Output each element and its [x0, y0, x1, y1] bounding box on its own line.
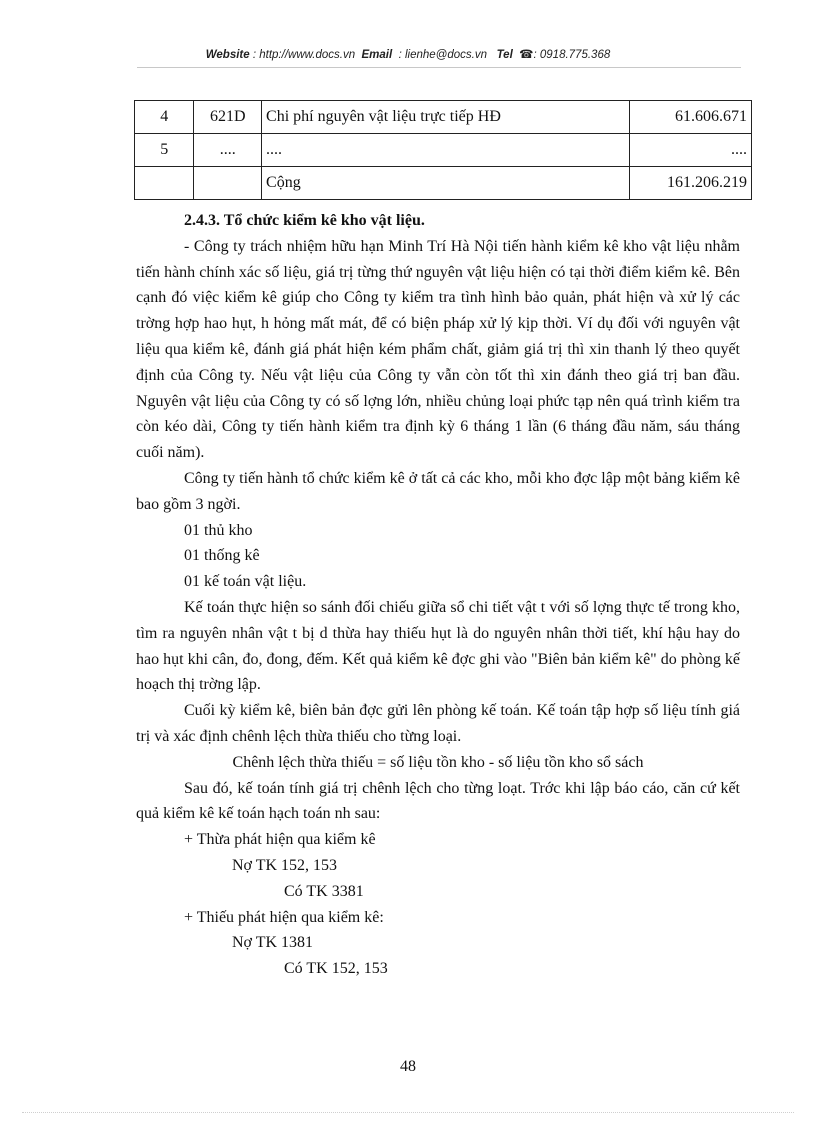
- tel-label: Tel: [496, 49, 513, 61]
- row-description: Chi phí nguyên vật liệu trực tiếp HĐ: [262, 101, 630, 134]
- website-value: : http://www.docs.vn: [252, 49, 356, 61]
- tel-value: ☎: 0918.775.368: [519, 49, 611, 61]
- page-number: 48: [400, 1058, 416, 1075]
- row-stt: 4: [135, 101, 194, 134]
- page-header: [0, 47, 816, 61]
- case-surplus: + Thừa phát hiện qua kiểm kê: [184, 831, 376, 849]
- list-item: 01 kế toán vật liệu.: [184, 573, 307, 591]
- row-stt: [135, 167, 194, 200]
- shortage-debit-entry: Nợ TK 1381: [232, 934, 314, 952]
- row-amount: ....: [629, 134, 751, 167]
- case-shortage: + Thiếu phát hiện qua kiểm kê:: [184, 908, 384, 926]
- shortage-credit-entry: Có TK 152, 153: [284, 960, 388, 978]
- surplus-debit-entry: Nợ TK 152, 153: [232, 856, 338, 874]
- ledger-table: [134, 100, 752, 200]
- row-account: [194, 167, 262, 200]
- email-label: Email: [361, 49, 393, 61]
- paragraph-accounting: Sau đó, kế toán tính giá trị chênh lệch cho từng loạt. Trớc khi lập báo cáo, căn cứ kết quả kiểm kê kế toán hạch toán nh sau:: [136, 779, 740, 823]
- surplus-credit-entry: Có TK 3381: [284, 882, 364, 900]
- row-amount: 61.606.671: [629, 101, 751, 134]
- table-total-row: [135, 167, 752, 200]
- row-description: ....: [262, 134, 630, 167]
- document-body: [136, 208, 740, 982]
- list-item: 01 thống kê: [184, 547, 260, 565]
- website-label: Website: [205, 49, 250, 61]
- formula-line: Chênh lệch thừa thiếu = số liệu tồn kho - số liệu tồn kho sổ sách: [232, 753, 644, 771]
- paragraph-intro: - Công ty trách nhiệm hữu hạn Minh Trí Hà Nội tiến hành kiểm kê kho vật liệu nhằm tiến hành chính xác số liệu, giá trị từng thứ nguyên vật liệu hiện có tại thời điểm kiểm kê. Bên cạnh đó việc kiểm kê giúp cho Công ty kiểm tra tình hình bảo quản, phát hiện và xử lý các trờng hợp hao hụt, h hỏng mất mát, để có biện pháp xử lý kịp thời. Ví dụ đối với nguyên vật liệu qua kiểm kê, đánh giá phát hiện kém phẩm chất, giảm giá trị thì xin thanh lý theo quyết định của Công ty. Nếu vật liệu của Công ty vẫn còn tốt thì xin đánh theo giá trị ban đầu. Nguyên vật liệu của Công ty có số lợng lớn, nhiều chủng loại phức tạp nên quá trình kiểm tra còn kéo dài, Công ty tiến hành kiểm tra định kỳ 6 tháng 1 lần (6 tháng đầu năm, sáu tháng cuối năm).: [136, 237, 740, 462]
- footer-divider: [22, 1112, 794, 1113]
- row-account: 621D: [194, 101, 262, 134]
- total-amount: 161.206.219: [629, 167, 751, 200]
- list-item: 01 thủ kho: [184, 521, 253, 539]
- paragraph-comparison: Kế toán thực hiện so sánh đối chiếu giữa sổ chi tiết vật t với số lợng thực tế trong kho, tìm ra nguyên nhân vật t bị d thừa hay thiếu hụt là do nguyên nhân thời tiết, khí hậu hay do hao hụt khi cân, đo, đong, đếm. Kết quả kiểm kê đợc ghi vào "Biên bản kiểm kê" do phòng kế hoạch thị trờng lập.: [136, 598, 740, 694]
- row-account: ....: [194, 134, 262, 167]
- section-title: 2.4.3. Tổ chức kiểm kê kho vật liệu.: [184, 212, 425, 229]
- table-row: [135, 134, 752, 167]
- email-value: : lienhe@docs.vn: [398, 49, 487, 61]
- table-row: [135, 101, 752, 134]
- header-divider: [137, 67, 741, 68]
- total-label: Cộng: [262, 167, 630, 200]
- paragraph-organization: Công ty tiến hành tổ chức kiểm kê ở tất cả các kho, mỗi kho đợc lập một bảng kiểm kê bao gồm 3 ngời.: [136, 469, 740, 513]
- paragraph-period-end: Cuối kỳ kiểm kê, biên bản đợc gửi lên phòng kế toán. Kế toán tập hợp số liệu tính giá trị và xác định chênh lệch thừa thiếu cho từng loại.: [136, 702, 740, 745]
- row-stt: 5: [135, 134, 194, 167]
